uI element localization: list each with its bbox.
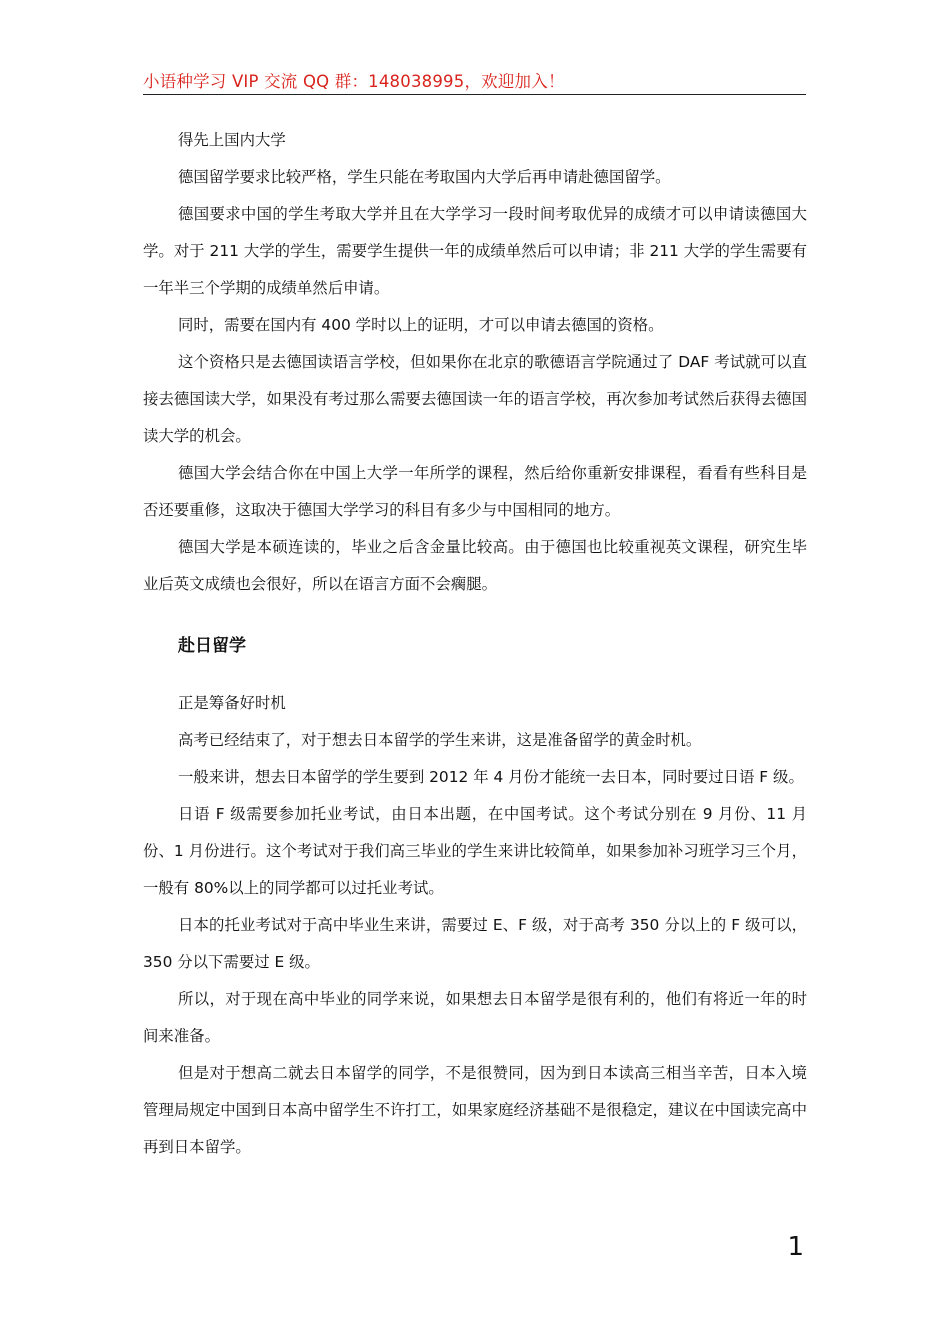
page-header: 小语种学习 VIP 交流 QQ 群：148038995，欢迎加入！ [143, 72, 565, 91]
paragraph: 正是筹备好时机 [178, 694, 286, 712]
paragraph: 日本的托业考试对于高中毕业生来讲，需要过 E、F 级，对于高考 350 分以上的 F 级可以，350 分以下需要过 E 级。 [143, 916, 807, 971]
paragraph: 同时，需要在国内有 400 学时以上的证明，才可以申请去德国的资格。 [178, 316, 664, 334]
paragraph: 德国要求中国的学生考取大学并且在大学学习一段时间考取优异的成绩才可以申请读德国大学。对于 211 大学的学生，需要学生提供一年的成绩单然后可以申请；非 211 大学的学生需要有一年半三个学期的成绩单然后申请。 [143, 205, 807, 297]
paragraph: 得先上国内大学 [178, 131, 286, 149]
document-body [143, 122, 807, 1166]
paragraph: 德国大学是本硕连读的，毕业之后含金量比较高。由于德国也比较重视英文课程，研究生毕业后英文成绩也会很好，所以在语言方面不会瘸腿。 [143, 538, 807, 593]
paragraph: 日语 F 级需要参加托业考试，由日本出题，在中国考试。这个考试分别在 9 月份、11 月份、1 月份进行。这个考试对于我们高三毕业的学生来讲比较简单，如果参加补习班学习三个月，一般有 80%以上的同学都可以过托业考试。 [143, 805, 807, 897]
section-heading: 赴日留学 [178, 636, 246, 656]
header-divider [143, 94, 806, 95]
paragraph: 德国大学会结合你在中国上大学一年所学的课程，然后给你重新安排课程，看看有些科目是否还要重修，这取决于德国大学学习的科目有多少与中国相同的地方。 [143, 464, 807, 519]
paragraph: 这个资格只是去德国读语言学校，但如果你在北京的歌德语言学院通过了 DAF 考试就可以直接去德国读大学，如果没有考过那么需要去德国读一年的语言学校，再次参加考试然后获得去德国读大学的机会。 [143, 353, 807, 445]
page-number: 1 [787, 1232, 804, 1262]
paragraph: 但是对于想高二就去日本留学的同学，不是很赞同，因为到日本读高三相当辛苦，日本入境管理局规定中国到日本高中留学生不许打工，如果家庭经济基础不是很稳定，建议在中国读完高中再到日本留学。 [143, 1064, 807, 1156]
paragraph: 所以，对于现在高中毕业的同学来说，如果想去日本留学是很有利的，他们有将近一年的时间来准备。 [143, 990, 807, 1045]
paragraph: 高考已经结束了，对于想去日本留学的学生来讲，这是准备留学的黄金时机。 [178, 731, 702, 749]
paragraph: 德国留学要求比较严格，学生只能在考取国内大学后再申请赴德国留学。 [178, 168, 671, 186]
paragraph: 一般来讲，想去日本留学的学生要到 2012 年 4 月份才能统一去日本，同时要过日语 F 级。 [178, 768, 804, 786]
